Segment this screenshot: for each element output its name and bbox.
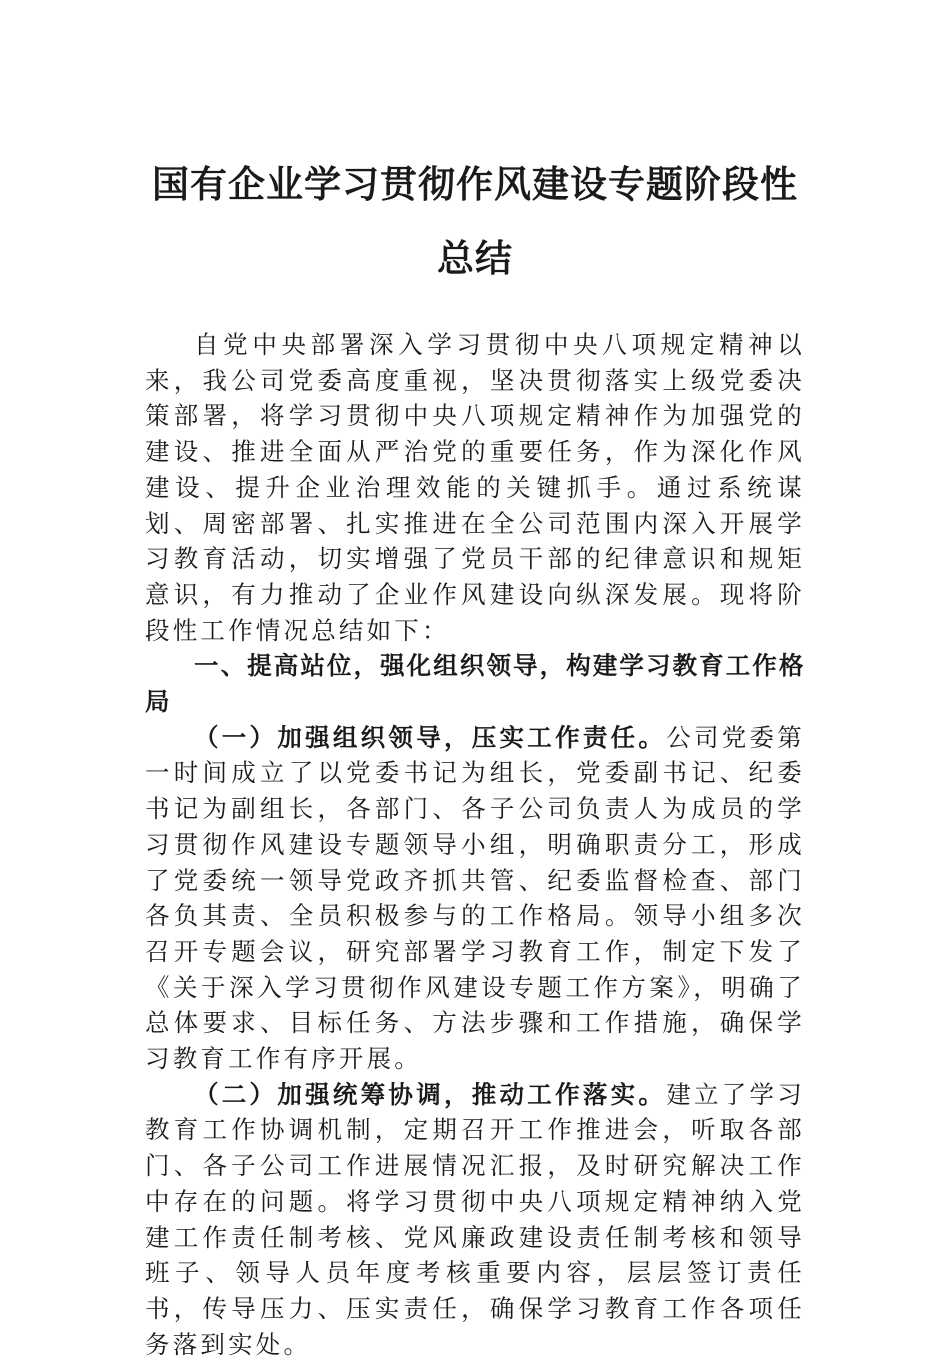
intro-paragraph: 自党中央部署深入学习贯彻中央八项规定精神以来，我公司党委高度重视，坚决贯彻落实上级党委决策部署，将学习贯彻中央八项规定精神作为加强党的建设、推进全面从严治党的重要任务，作为深化作风建设、提升企业治理效能的关键抓手。通过系统谋划、周密部署、扎实推进在全公司范围内深入开展学习教育活动，切实增强了党员干部的纪律意识和规矩意识，有力推动了企业作风建设向纵深发展。现将阶段性工作情况总结如下： — [145, 330, 805, 645]
subsection-heading-2: （二）加强统筹协调，推动工作落实。 — [194, 1079, 667, 1109]
document-title: 国有企业学习贯彻作风建设专题阶段性总结 — [152, 163, 798, 280]
subsection-body-2: 建立了学习教育工作协调机制，定期召开工作推进会，听取各部门、各子公司工作进展情况汇报，及时研究解决工作中存在的问题。将学习贯彻中央八项规定精神纳入党建工作责任制考核、党风廉政建设责任制考核和领导班子、领导人员年度考核重要内容，层层签订责任书，传导压力、压实责任，确保学习教育工作各项任务落到实处。 — [145, 1079, 806, 1359]
document-body — [145, 327, 805, 1362]
subsection-paragraph-1 — [145, 720, 805, 1077]
subsection-body-1: 公司党委第一时间成立了以党委书记为组长，党委副书记、纪委书记为副组长，各部门、各子公司负责人为成员的学习贯彻作风建设专题领导小组，明确职责分工，形成了党委统一领导党政齐抓共管、纪委监督检查、部门各负其责、全员积极参与的工作格局。领导小组多次召开专题会议，研究部署学习教育工作，制定下发了《关于深入学习贯彻作风建设专题工作方案》，明确了总体要求、目标任务、方法步骤和工作措施，确保学习教育工作有序开展。 — [145, 722, 806, 1074]
subsection-heading-1: （一）加强组织领导，压实工作责任。 — [194, 722, 667, 752]
section-heading-1: 一、提高站位，强化组织领导，构建学习教育工作格局 — [145, 651, 805, 717]
subsection-paragraph-2 — [145, 1077, 805, 1362]
